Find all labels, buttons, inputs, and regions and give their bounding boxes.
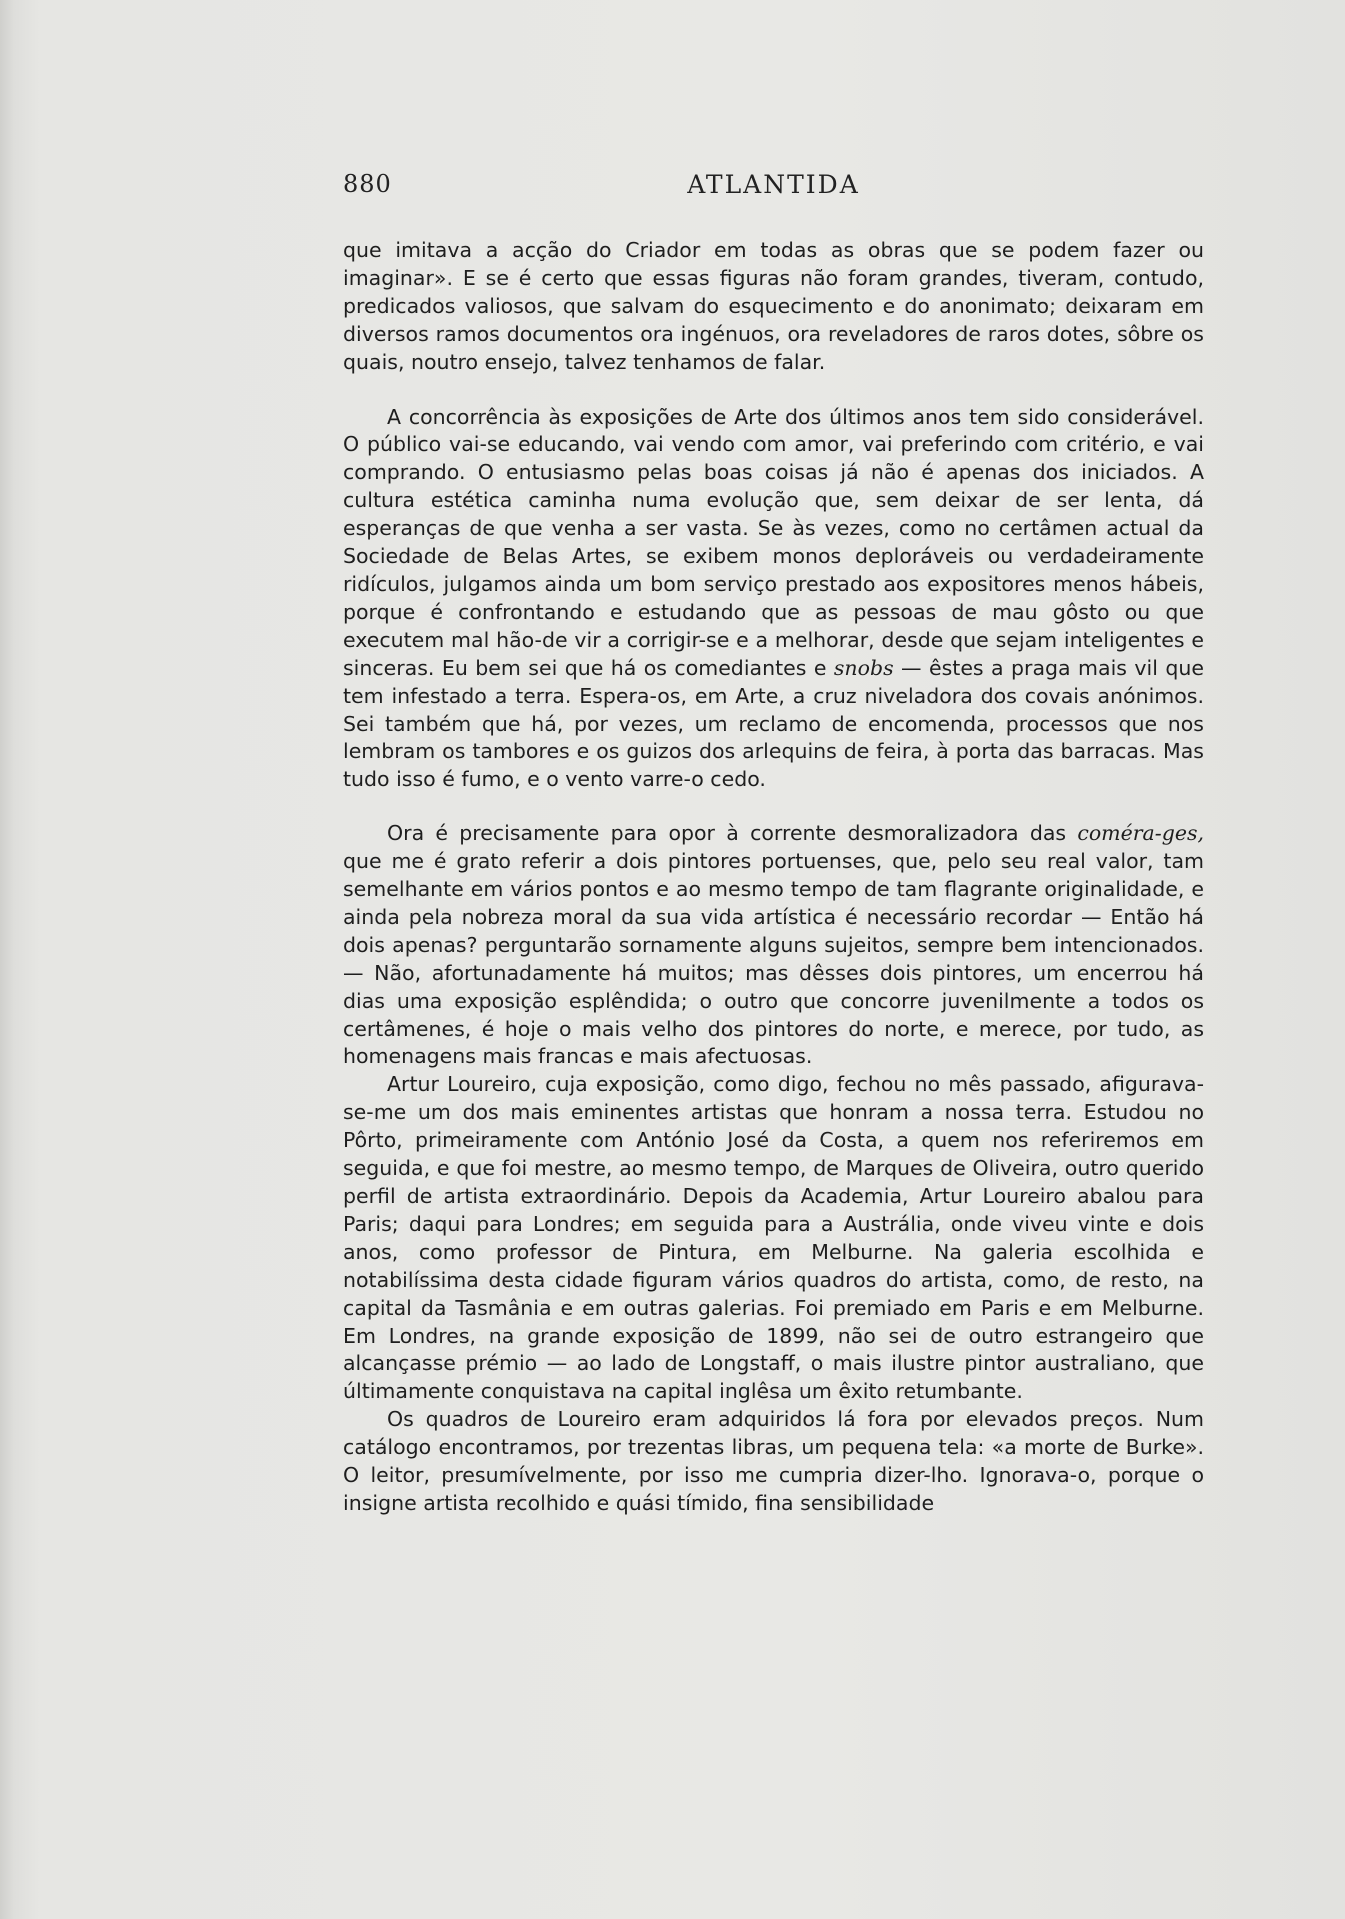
article-body — [343, 237, 1204, 1518]
paragraph-1: que imitava a acção do Criador em todas as obras que se podem fazer ou imaginar». E se é certo que essas figuras não foram grandes, tiveram, contudo, predicados valiosos, que salvam do esquecimento e do anonimato; deixaram em diversos ramos documentos ora ingénuos, ora reveladores de raros dotes, sôbre os quais, noutro ensejo, talvez tenhamos de falar. — [343, 238, 1204, 374]
paragraph-5: Os quadros de Loureiro eram adquiridos lá fora por elevados preços. Num catálogo encontramos, por trezentas libras, um pequena tela: «a morte de Burke». O leitor, presumívelmente, por isso me cumpria dizer-lho. Ignorava-o, porque o insigne artista recolhido e quási tímido, fina sensibilidade — [343, 1407, 1204, 1515]
paragraph-4: Artur Loureiro, cuja exposição, como digo, fechou no mês passado, afigurava-se-me um dos mais eminentes artistas que honram a nossa terra. Estudou no Pôrto, primeiramente com António José da Costa, a quem nos referiremos em seguida, e que foi mestre, ao mesmo tempo, de Marques de Oliveira, outro querido perfil de artista extraordinário. Depois da Academia, Artur Loureiro abalou para Paris; daqui para Londres; em seguida para a Austrália, onde viveu vinte e dois anos, como professor de Pintura, em Melburne. Na galeria escolhida e notabilíssima desta cidade figuram vários quadros do artista, como, de resto, na capital da Tasmânia e em outras galerias. Foi premiado em Paris e em Melburne. Em Londres, na grande exposição de 1899, não sei de outro estrangeiro que alcançasse prémio — ao lado de Longstaff, o mais ilustre pintor australiano, que últimamente conquistava na capital inglêsa um êxito retumbante. — [343, 1072, 1204, 1404]
paragraph-3-italic-term: coméra-ges, — [1077, 821, 1204, 846]
paragraph-2 — [343, 404, 1204, 795]
paragraph-3-text-b: que me é grato referir a dois pintores portuenses, que, pelo seu real valor, tam semelhante em vários pontos e ao mesmo tempo de tam flagrante originalidade, e ainda pela nobreza moral da sua vida artística é necessário recordar — Então há dois apenas? perguntarão sornamente alguns sujeitos, sempre bem intencionados. — Não, afortunadamente há muitos; mas dêsses dois pintores, um encerrou há dias uma exposição esplêndida; o outro que concorre juvenilmente a todos os certâmenes, é hoje o mais velho dos pintores do norte, e merece, por tudo, as homenagens mais francas e mais afectuosas. — [343, 849, 1204, 1069]
paragraph-3 — [343, 820, 1204, 1071]
paragraph-2-text-b: — êstes a praga mais vil que tem infestado a terra. Espera-os, em Arte, a cruz niveladora dos covais anónimos. Sei também que há, por vezes, um reclamo de encomenda, processos que nos lembram os tambores e os guizos dos arlequins de feira, à porta das barracas. Mas tudo isso é fumo, e o vento varre-o cedo. — [343, 655, 1204, 792]
paragraph-2-italic-term: snobs — [833, 655, 894, 680]
running-title: ATLANTIDA — [687, 170, 860, 199]
paragraph-2-text-a: A concorrência às exposições de Arte dos últimos anos tem sido considerável. O público vai-se educando, vai vendo com amor, vai preferindo com critério, e vai comprando. O entusiasmo pelas boas coisas já não é apenas dos iniciados. A cultura estética caminha numa evolução que, sem deixar de ser lenta, dá esperanças de que venha a ser vasta. Se às vezes, como no certâmen actual da Sociedade de Belas Artes, se exibem monos deploráveis ou verdadeiramente ridículos, julgamos ainda um bom serviço prestado aos expositores menos hábeis, porque é confrontando e estudando que as pessoas de mau gôsto ou que executem mal hão-de vir a corrigir-se e a melhorar, desde que sejam inteligentes e sinceras. Eu bem sei que há os comediantes e — [343, 404, 1204, 680]
page-header — [343, 170, 1204, 210]
page-number: 880 — [343, 170, 392, 198]
paragraph-3-text-a: Ora é precisamente para opor à corrente desmoralizadora das — [387, 821, 1078, 846]
